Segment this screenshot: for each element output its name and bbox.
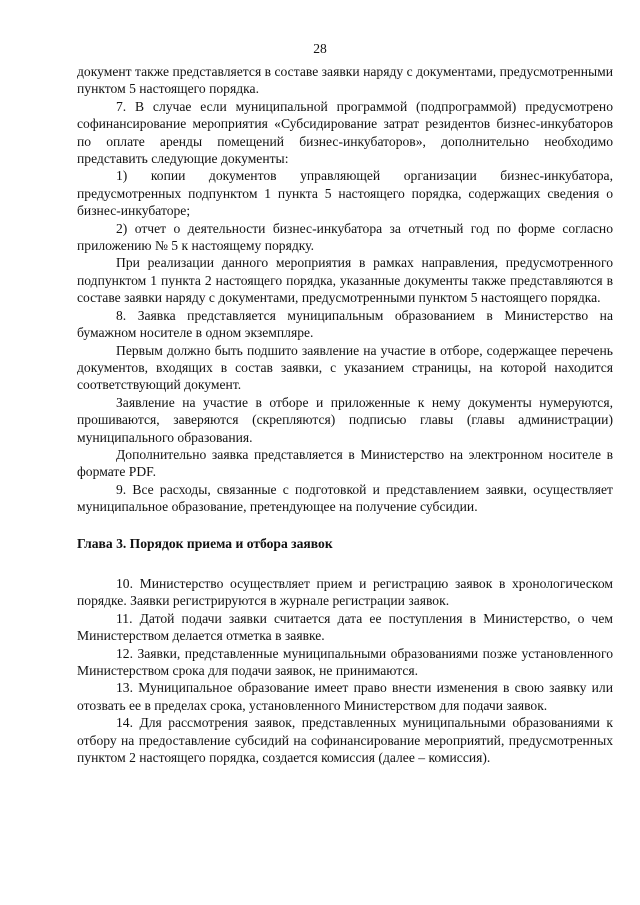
paragraph: 2) отчет о деятельности бизнес-инкубатора за отчетный год по форме согласно приложению № 5 к настоящему порядку. <box>77 220 613 254</box>
document-body <box>77 63 613 766</box>
paragraph: 9. Все расходы, связанные с подготовкой и представлением заявки, осуществляет муниципальное образование, претендующее на получение субсидии. <box>77 481 613 515</box>
paragraph: 11. Датой подачи заявки считается дата ее поступления в Министерство, о чем Министерством делается отметка в заявке. <box>77 610 613 644</box>
paragraph: 14. Для рассмотрения заявок, представленных муниципальными образованиями к отбору на предоставление субсидий на софинансирование мероприятий, предусмотренных пунктом 2 настоящего порядка, создается комиссия (далее – комиссия). <box>77 715 613 766</box>
paragraph: 13. Муниципальное образование имеет право внести изменения в свою заявку или отозвать ее в пределах срока, установленного Министерством для подачи заявок. <box>77 680 613 713</box>
paragraph: документ также представляется в составе заявки наряду с документами, предусмотренными пунктом 5 настоящего порядка. <box>77 64 613 97</box>
chapter-heading: Глава 3. Порядок приема и отбора заявок <box>77 535 333 551</box>
paragraph: 8. Заявка представляется муниципальным образованием в Министерство на бумажном носителе в одном экземпляре. <box>77 307 613 341</box>
paragraph: Заявление на участие в отборе и приложенные к нему документы нумеруются, прошиваются, заверяются (скрепляются) подписью главы (главы администрации) муниципального образования. <box>77 394 613 445</box>
page-number: 28 <box>313 41 327 56</box>
paragraph: 10. Министерство осуществляет прием и регистрацию заявок в хронологическом порядке. Заявки регистрируются в журнале регистрации заявок. <box>77 575 613 609</box>
paragraph: Первым должно быть подшито заявление на участие в отборе, содержащее перечень документов, входящих в состав заявки, с указанием страницы, на которой находится соответствующий документ. <box>77 342 613 393</box>
paragraph: 12. Заявки, представленные муниципальными образованиями позже установленного Министерством срока для подачи заявок, не принимаются. <box>77 645 613 678</box>
paragraph: При реализации данного мероприятия в рамках направления, предусмотренного подпунктом 1 пункта 2 настоящего порядка, указанные документы также представляются в составе заявки наряду с документами, предусмотренными пунктом 5 настоящего порядка. <box>77 255 613 306</box>
paragraph: Дополнительно заявка представляется в Министерство на электронном носителе в формате PDF. <box>77 446 613 480</box>
paragraph: 1) копии документов управляющей организации бизнес-инкубатора, предусмотренных подпунктом 1 пункта 5 настоящего порядка, содержащих сведения о бизнес-инкубаторе; <box>77 168 613 219</box>
paragraph: 7. В случае если муниципальной программой (подпрограммой) предусмотрено софинансирование мероприятия «Субсидирование затрат резидентов бизнес-инкубаторов по оплате аренды помещений бизнес-инкубаторов», дополнительно необходимо представить следующие документы: <box>77 98 613 167</box>
